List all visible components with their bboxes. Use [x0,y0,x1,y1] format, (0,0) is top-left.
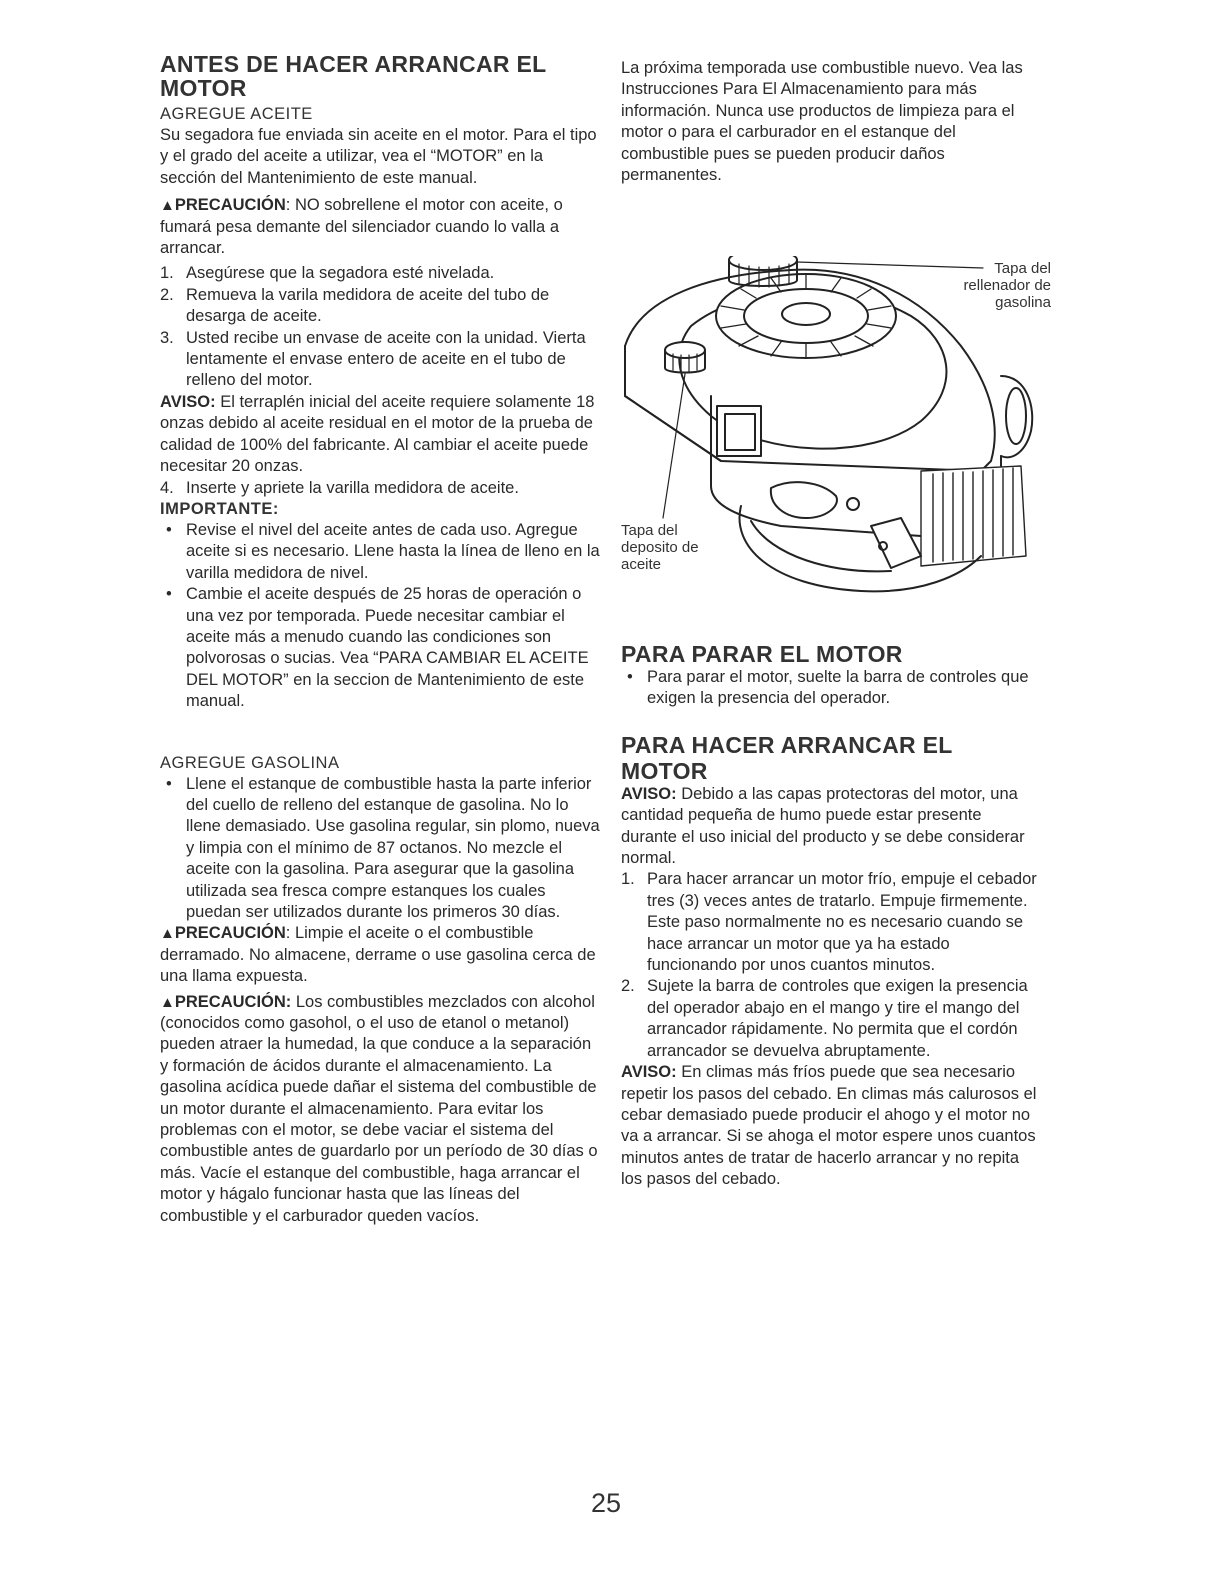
caution-2-label: PRECAUCIÓN [174,924,286,943]
list-item: 4. Inserte y apriete la varilla medidora de aceite. [160,478,519,497]
oil-steps-list [160,263,600,391]
start-steps-list [621,869,1041,1062]
fuel-heading: AGREGUE GASOLINA [160,753,340,772]
section-title-start-engine: PARA HACER ARRANCAR EL MOTOR [621,731,953,784]
list-item: 1. Asegúrese que la segadora esté nivelada. [160,264,495,283]
oil-intro: Su segadora fue enviada sin aceite en el motor. Para el tipo y el grado del aceite a utilizar, vea el “MOTOR” en la sección del Mantenimiento de este manual. [160,126,597,187]
bullet-icon: • [627,668,633,686]
left-column [160,52,600,1227]
oil-step-4 [160,478,600,499]
warning-triangle-icon: ▲ [160,925,175,943]
stop-list [621,667,1041,710]
caution-3-text: Los combustibles mezclados con alcohol (conocidos como gasohol, o el uso de etanol o metanol) pueden atraer la humedad, la que conduce a la separación y formación de ácidos durante el almacenamiento. La gasolina acídica puede dañar el sistema del combustible de un motor durante el almacenamiento. Para evitar los problemas con el motor, se debe vaciar el sistema del combustible antes de guardarlo por un período de 30 días o más. Vacíe el estanque del combustible, haga arrancar el motor y hágalo funcionar hasta que las líneas del combustible y el carburador queden vacíos. [160,992,598,1225]
fuel-list [160,774,600,924]
section-title-stop-engine: PARA PARAR EL MOTOR [621,641,903,667]
caution-3 [160,992,600,1227]
list-item: • Revise el nivel del aceite antes de cada uso. Agregue aceite si es necesario. Llene hasta la línea de lleno en la varilla medidora de nivel. [166,520,600,582]
list-item: 1. Para hacer arrancar un motor frío, empuje el cebador tres (3) veces antes de tratarlo. Empuje firmemente. Este paso normalmente no es necesario cuando se hace arrancar un motor que ya ha estado funcionando por unos cuantos minutos. [621,870,1037,975]
notice-label: AVISO: [621,1063,677,1082]
fuel-cap-callout: Tapa del rellenador de gasolina [963,260,1051,311]
list-item: 2. Remueva la varila medidora de aceite del tubo de desarga de aceite. [160,285,550,326]
right-column [621,58,1041,186]
notice-text: En climas más fríos puede que sea necesario repetir los pasos del cebado. En climas más calurosos el cebar demasiado puede producir el ahogo y el motor no va a arrancar. Si se ahoga el motor espere unos cuantos minutos antes de tratar de hacerlo arrancar y no repita los pasos del cebado. [621,1063,1037,1189]
oil-heading: AGREGUE ACEITE [160,105,313,123]
caution-1-label: PRECAUCIÓN [174,196,286,215]
notice-text: El terraplén inicial del aceite requiere solamente 18 onzas debido al aceite residual en el motor de la prueba de calidad de 100% del fabricante. Al cambiar el aceite puede necesitar 20 onzas. [160,392,595,476]
important-heading: IMPORTANTE: [160,499,279,518]
storage-text: La próxima temporada use combustible nuevo. Vea las Instrucciones Para El Almacenamiento para más información. Nunca use productos de limpieza para el motor o para el carburador en el estanque del combustible pues se pueden producir daños permanentes. [621,59,1023,185]
caution-2 [160,923,600,987]
bullet-icon: • [166,585,172,604]
list-item: • Cambie el aceite después de 25 horas de operación o una vez por temporada. Puede necesitar cambiar el aceite más a menudo cuando las condiciones son polvorosas o sucias. Vea “PARA CAMBIAR EL ACEITE DEL MOTOR” en la seccion de Mantenimiento de este manual. [166,585,589,711]
caution-2-text: : Limpie el aceite o el combustible derramado. No almacene, derrame o use gasolina cerca de una llama expuesta. [160,924,596,986]
oil-cap-callout: Tapa del deposito de aceite [621,522,699,573]
bullet-icon: • [166,774,172,793]
caution-3-label: PRECAUCIÓN: [174,992,292,1011]
list-item: • Para parar el motor, suelte la barra de controles que exigen la presencia del operador. [627,668,1029,708]
right-column-lower [621,641,1041,1191]
oil-notice [160,392,600,478]
bullet-icon: • [166,520,172,539]
start-notice [621,784,1041,870]
notice-label: AVISO: [621,784,677,803]
list-item: 2. Sujete la barra de controles que exigen la presencia del operador abajo en el mango y tire el mango del arrancador rápidamente. No permita que el cordón arrancador se devuelva abruptamente. [621,977,1028,1060]
warning-triangle-icon: ▲ [160,993,175,1011]
list-item: 3. Usted recibe un envase de aceite con la unidad. Vierta lentamente el envase entero de aceite en el tubo de relleno del motor. [160,328,586,390]
engine-figure [621,256,1051,601]
page-number: 25 [590,1488,622,1518]
notice-label: AVISO: [160,392,216,411]
warning-triangle-icon: ▲ [160,197,175,215]
caution-1 [160,195,600,259]
cold-weather-notice [621,1062,1041,1190]
list-item: • Llene el estanque de combustible hasta la parte inferior del cuello de relleno del estanque de gasolina. No lo llene demasiado. Use gasolina regular, sin plomo, nueva y limpia con el mínimo de 87 octanos. No mezcle el aceite con la gasolina. Para asegurar que la gasolina utilizada sea fresca compre estanques los cuales puedan ser utilizados durante los primeros 30 días. [166,774,600,921]
notice-text: Debido a las capas protectoras del motor, una cantidad pequeña de humo puede estar presente durante el uso inicial del producto y se debe considerar normal. [621,784,1025,868]
caution-1-text: : NO sobrellene el motor con aceite, o fumará pesa demante del silenciador cuando lo valla a arrancar. [160,196,563,258]
important-list [160,520,600,713]
section-title-before-starting: ANTES DE HACER ARRANCAR EL MOTOR [160,51,547,101]
